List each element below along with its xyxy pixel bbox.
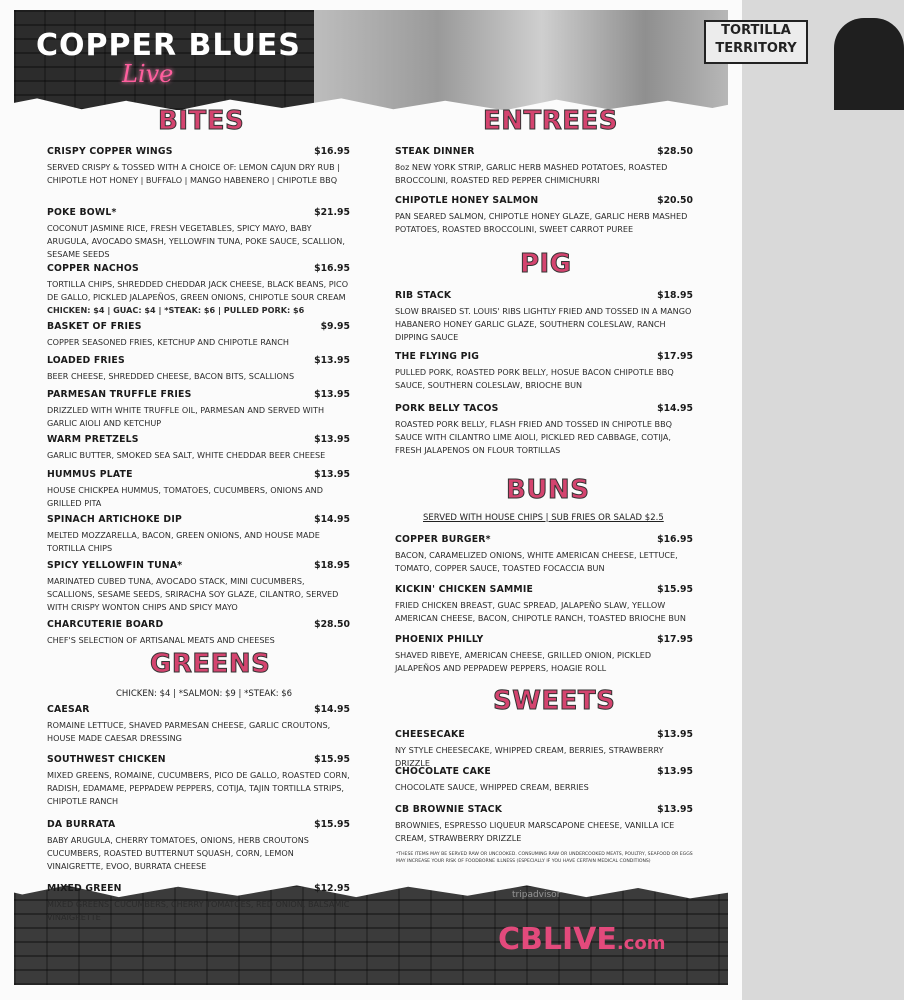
item-desc: CHEF'S SELECTION OF ARTISANAL MEATS AND CHEESES — [47, 635, 275, 645]
item-name: STEAK DINNER — [395, 146, 475, 157]
item-desc: FRIED CHICKEN BREAST, GUAC SPREAD, JALAPEÑO SLAW, YELLOW AMERICAN CHEESE, BACON, CHIPOTLE RANCH, TOASTED BRIOCHE BUN — [395, 600, 686, 623]
item-name: SPINACH ARTICHOKE DIP — [47, 514, 183, 525]
item-price: $13.95 — [657, 804, 693, 815]
menu-item — [395, 766, 693, 794]
section-title-entrees: ENTREES — [483, 106, 619, 136]
item-name: CB BROWNIE STACK — [395, 804, 503, 815]
menu-item — [47, 619, 350, 647]
item-price: $16.95 — [314, 146, 350, 157]
item-name: MIXED GREEN — [47, 883, 122, 894]
menu-item — [395, 584, 693, 625]
item-name: CRISPY COPPER WINGS — [47, 146, 173, 157]
item-price: $16.95 — [657, 534, 693, 545]
website-main: CBLIVE — [498, 922, 617, 957]
item-price: $9.95 — [320, 321, 350, 332]
logo-text: COPPER BLUES — [36, 28, 301, 63]
menu-item — [395, 290, 693, 344]
menu-item — [395, 146, 693, 187]
item-desc: 8oz NEW YORK STRIP, GARLIC HERB MASHED POTATOES, ROASTED BROCCOLINI, ROASTED RED PEPPER CHIMICHURRI — [395, 162, 668, 185]
item-desc: DRIZZLED WITH WHITE TRUFFLE OIL, PARMESAN AND SERVED WITH GARLIC AIOLI AND KETCHUP — [47, 405, 325, 428]
item-price: $14.95 — [657, 403, 693, 414]
item-price: $18.95 — [314, 560, 350, 571]
item-desc: CHOCOLATE SAUCE, WHIPPED CREAM, BERRIES — [395, 782, 589, 792]
item-desc: BROWNIES, ESPRESSO LIQUEUR MARSCAPONE CHEESE, VANILLA ICE CREAM, STRAWBERRY DRIZZLE — [395, 820, 675, 843]
item-price: $13.95 — [314, 355, 350, 366]
item-desc: HOUSE CHICKPEA HUMMUS, TOMATOES, CUCUMBERS, ONIONS AND GRILLED PITA — [47, 485, 323, 508]
item-price: $17.95 — [657, 634, 693, 645]
menu-item — [395, 634, 693, 675]
menu-item — [47, 434, 350, 462]
item-desc: SLOW BRAISED ST. LOUIS' RIBS LIGHTLY FRIED AND TOSSED IN A MANGO HABANERO HONEY GARLIC GLAZE, SOUTHERN COLESLAW, RANCH DIPPING SAUCE — [395, 306, 692, 342]
item-name: CHIPOTLE HONEY SALMON — [395, 195, 539, 206]
item-price: $21.95 — [314, 207, 350, 218]
item-price: $14.95 — [314, 514, 350, 525]
item-desc: TORTILLA CHIPS, SHREDDED CHEDDAR JACK CHEESE, BLACK BEANS, PICO DE GALLO, PICKLED JALAPEÑOS, GREEN ONIONS, CHIPOTLE SOUR CREAM — [47, 279, 349, 302]
item-desc: BABY ARUGULA, CHERRY TOMATOES, ONIONS, HERB CROUTONS CUCUMBERS, ROASTED BUTTERNUT SQUASH, CORN, LEMON VINAIGRETTE, EVOO, BURRATA CHEESE — [47, 835, 309, 871]
item-name: DA BURRATA — [47, 819, 116, 830]
item-desc: COPPER SEASONED FRIES, KETCHUP AND CHIPOTLE RANCH — [47, 337, 289, 347]
section-title-pig: PIG — [520, 249, 572, 279]
item-price: $18.95 — [657, 290, 693, 301]
item-price: $28.50 — [314, 619, 350, 630]
item-name: BASKET OF FRIES — [47, 321, 142, 332]
item-price: $20.50 — [657, 195, 693, 206]
item-name: HUMMUS PLATE — [47, 469, 133, 480]
item-name: COPPER NACHOS — [47, 263, 139, 274]
website-link[interactable] — [498, 922, 666, 957]
menu-item — [395, 804, 693, 845]
item-desc: GARLIC BUTTER, SMOKED SEA SALT, WHITE CHEDDAR BEER CHEESE — [47, 450, 326, 460]
menu-item — [47, 146, 350, 187]
menu-item — [47, 560, 350, 614]
item-desc: SHAVED RIBEYE, AMERICAN CHEESE, GRILLED ONION, PICKLED JALAPEÑOS AND PEPPADEW PEPPERS, HOAGIE ROLL — [395, 650, 652, 673]
section-title-sweets: SWEETS — [493, 686, 616, 716]
item-desc: COCONUT JASMINE RICE, FRESH VEGETABLES, SPICY MAYO, BABY ARUGULA, AVOCADO SMASH, YELLOWFIN TUNA, POKE SAUCE, SCALLION, SESAME SEEDS — [47, 223, 345, 259]
item-price: $13.95 — [314, 434, 350, 445]
menu-item — [47, 207, 350, 261]
item-desc: MIXED GREENS, CUCUMBERS, CHERRY TOMATOES, RED ONION, BALSAMIC VINAIGRETTE — [47, 899, 350, 922]
menu-item — [47, 819, 350, 873]
item-price: $13.95 — [657, 766, 693, 777]
section-title-bites: BITES — [158, 106, 245, 136]
item-name: LOADED FRIES — [47, 355, 125, 366]
item-price: $13.95 — [657, 729, 693, 740]
item-desc: PAN SEARED SALMON, CHIPOTLE HONEY GLAZE, GARLIC HERB MASHED POTATOES, ROASTED BROCCOLINI, SWEET CARROT PUREE — [395, 211, 688, 234]
menu-item — [47, 704, 350, 745]
menu-item — [395, 403, 693, 457]
menu-item — [47, 321, 350, 349]
item-name: RIB STACK — [395, 290, 452, 301]
item-price: $15.95 — [314, 754, 350, 765]
street-photo — [314, 10, 797, 110]
watermark-text: tripadvisor — [512, 890, 561, 900]
section-title-buns: BUNS — [506, 475, 590, 505]
menu-item — [395, 195, 693, 236]
menu-item — [395, 351, 693, 392]
item-name: SPICY YELLOWFIN TUNA* — [47, 560, 183, 571]
item-price: $16.95 — [314, 263, 350, 274]
menu-item — [47, 514, 350, 555]
item-name: PARMESAN TRUFFLE FRIES — [47, 389, 192, 400]
item-price: $13.95 — [314, 389, 350, 400]
item-desc: MIXED GREENS, ROMAINE, CUCUMBERS, PICO DE GALLO, ROASTED CORN, RADISH, EDAMAME, PEPPADEW PEPPERS, COTIJA, TAJIN TORTILLA STRIPS, CHIPOTLE RANCH — [47, 770, 350, 806]
item-name: CHOCOLATE CAKE — [395, 766, 491, 777]
buns-sides-note: SERVED WITH HOUSE CHIPS | SUB FRIES OR SALAD $2.5 — [423, 513, 664, 523]
item-desc: ROASTED PORK BELLY, FLASH FRIED AND TOSSED IN CHIPOTLE BBQ SAUCE WITH CILANTRO LIME AIOLI, PICKLED RED CABBAGE, COTIJA, FRESH JALAPENOS ON FLOUR TORTILLAS — [395, 419, 673, 455]
person-figure — [834, 18, 904, 110]
menu-item — [47, 355, 350, 383]
item-name: KICKIN' CHICKEN SAMMIE — [395, 584, 534, 595]
menu-item — [47, 469, 350, 510]
item-name: COPPER BURGER* — [395, 534, 491, 545]
item-name: POKE BOWL* — [47, 207, 117, 218]
logo-live-script: Live — [122, 60, 174, 88]
item-desc: MELTED MOZZARELLA, BACON, GREEN ONIONS, AND HOUSE MADE TORTILLA CHIPS — [47, 530, 320, 553]
header-banner — [14, 10, 797, 110]
item-price: $13.95 — [314, 469, 350, 480]
menu-item — [47, 389, 350, 430]
item-price: $14.95 — [314, 704, 350, 715]
item-name: SOUTHWEST CHICKEN — [47, 754, 166, 765]
menu-item — [47, 263, 350, 317]
item-desc: SERVED CRISPY & TOSSED WITH A CHOICE OF: LEMON CAJUN DRY RUB | CHIPOTLE HOT HONEY | BUFFALO | MANGO HABENERO | CHIPOTLE BBQ — [47, 162, 340, 185]
item-name: CHEESECAKE — [395, 729, 465, 740]
item-desc: BACON, CARAMELIZED ONIONS, WHITE AMERICAN CHEESE, LETTUCE, TOMATO, COPPER SAUCE, TOASTED FOCACCIA BUN — [395, 550, 678, 573]
item-price: $15.95 — [314, 819, 350, 830]
item-name: CHARCUTERIE BOARD — [47, 619, 164, 630]
item-name: WARM PRETZELS — [47, 434, 139, 445]
section-title-greens: GREENS — [150, 649, 271, 679]
item-price: $28.50 — [657, 146, 693, 157]
item-name: PHOENIX PHILLY — [395, 634, 484, 645]
photo-sign: TORTILLA TERRITORY — [704, 20, 808, 64]
item-name: CAESAR — [47, 704, 90, 715]
item-desc: MARINATED CUBED TUNA, AVOCADO STACK, MINI CUCUMBERS, SCALLIONS, SESAME SEEDS, SRIRACHA SOY GLAZE, CILANTRO, SERVED WITH CRISPY WONTON CHIPS AND SPICY MAYO — [47, 576, 339, 612]
raw-food-disclaimer: *THESE ITEMS MAY BE SERVED RAW OR UNCOOKED. CONSUMING RAW OR UNDERCOOKED MEATS, POULTRY, SEAFOOD OR EGGS MAY INCREASE YOUR RISK OF FOODBORNE ILLNESS (ESPECIALLY IF YOU HAVE CERTAIN MEDICAL CONDITIONS) — [396, 852, 693, 864]
item-desc: PULLED PORK, ROASTED PORK BELLY, HOSUE BACON CHIPOTLE BBQ SAUCE, SOUTHERN COLESLAW, BRIOCHE BUN — [395, 367, 674, 390]
menu-item — [395, 729, 693, 770]
item-desc: NY STYLE CHEESECAKE, WHIPPED CREAM, BERRIES, STRAWBERRY DRIZZLE — [395, 745, 664, 768]
website-suffix: .com — [616, 933, 666, 954]
item-desc: BEER CHEESE, SHREDDED CHEESE, BACON BITS, SCALLIONS — [47, 371, 295, 381]
item-price: $15.95 — [657, 584, 693, 595]
item-desc: ROMAINE LETTUCE, SHAVED PARMESAN CHEESE, GARLIC CROUTONS, HOUSE MADE CAESAR DRESSING — [47, 720, 331, 743]
item-name: THE FLYING PIG — [395, 351, 480, 362]
menu-item — [47, 754, 350, 808]
menu-item — [47, 883, 350, 924]
item-price: $17.95 — [657, 351, 693, 362]
greens-addon-note: CHICKEN: $4 | *SALMON: $9 | *STEAK: $6 — [116, 689, 293, 699]
item-price: $12.95 — [314, 883, 350, 894]
menu-item — [395, 534, 693, 575]
item-addons: CHICKEN: $4 | GUAC: $4 | *STEAK: $6 | PULLED PORK: $6 — [47, 305, 305, 315]
item-name: PORK BELLY TACOS — [395, 403, 499, 414]
